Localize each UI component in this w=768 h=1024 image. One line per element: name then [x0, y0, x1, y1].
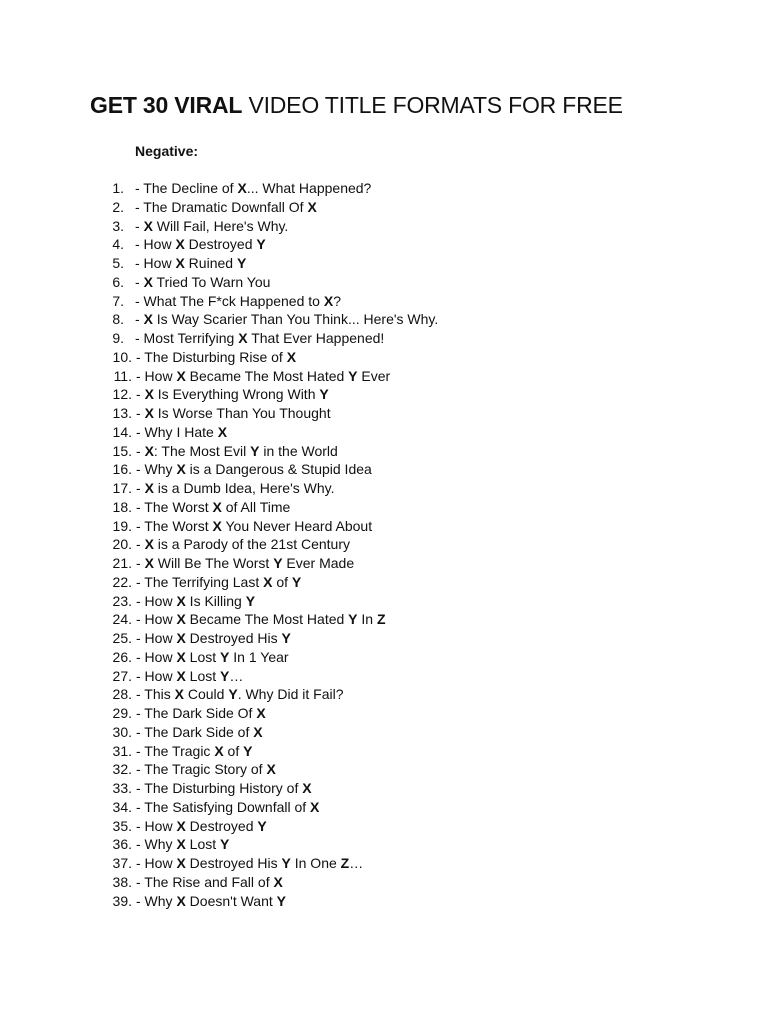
text-fragment: - This: [136, 686, 175, 703]
placeholder-variable: X: [286, 348, 297, 365]
text-fragment: -: [136, 555, 145, 571]
list-item-text: [136, 554, 354, 573]
placeholder-variable: Z: [340, 855, 350, 871]
text-fragment: Became The Most Hated: [185, 367, 349, 384]
text-fragment: - The Worst: [136, 517, 213, 534]
text-fragment: Destroyed His: [185, 630, 282, 646]
text-fragment: - The Worst: [136, 498, 213, 515]
text-fragment: - Why: [136, 892, 177, 909]
placeholder-variable: X: [266, 761, 276, 778]
text-fragment: Is Everything Wrong With: [153, 386, 320, 403]
list-item-text: [136, 892, 286, 911]
text-fragment: - How: [136, 648, 177, 665]
list-item-number: 7.: [112, 292, 124, 309]
list-item-number: 15.: [112, 442, 132, 459]
placeholder-variable: Y: [273, 555, 283, 571]
text-fragment: You Never Heard About: [221, 517, 373, 534]
placeholder-variable: X: [273, 873, 283, 890]
list-item-text: [136, 348, 296, 367]
list-item-text: [135, 273, 270, 292]
text-fragment: - The Tragic: [136, 742, 215, 759]
text-fragment: Destroyed His: [185, 855, 282, 871]
text-fragment: - How: [136, 855, 177, 871]
list-item-number: 18.: [112, 498, 132, 515]
placeholder-variable: Y: [236, 255, 247, 271]
list-item-number: 13.: [112, 405, 132, 421]
placeholder-variable: Y: [245, 592, 256, 609]
list-item-text: [136, 404, 331, 423]
placeholder-variable: X: [212, 498, 222, 515]
list-item-text: [136, 385, 329, 404]
placeholder-variable: X: [176, 611, 186, 628]
placeholder-variable: X: [307, 198, 317, 215]
placeholder-variable: Y: [348, 367, 358, 384]
placeholder-variable: X: [302, 780, 312, 796]
text-fragment: In One: [290, 855, 341, 871]
list-item-number: 12.: [112, 386, 132, 403]
text-fragment: Tried To Warn You: [152, 273, 271, 290]
text-fragment: - How: [135, 236, 176, 253]
list-item-text: [135, 179, 371, 198]
list-item-text: [136, 835, 229, 854]
text-fragment: Ruined: [184, 255, 237, 271]
list-item-number: 34.: [112, 798, 132, 815]
text-fragment: - Why I Hate: [136, 423, 218, 440]
text-fragment: - The Satisfying Downfall of: [136, 798, 311, 815]
list-item-text: [136, 685, 344, 704]
text-fragment: -: [135, 273, 144, 290]
text-fragment: -: [136, 386, 145, 403]
text-fragment: - The Rise and Fall of: [136, 873, 274, 890]
placeholder-variable: X: [176, 667, 186, 684]
placeholder-variable: Y: [256, 236, 266, 253]
placeholder-variable: X: [176, 817, 186, 834]
placeholder-variable: Y: [220, 667, 230, 684]
placeholder-variable: X: [144, 442, 154, 459]
text-fragment: - How: [136, 630, 177, 646]
placeholder-variable: X: [323, 292, 334, 309]
list-item-text: [136, 423, 227, 442]
text-fragment: Will Fail, Here's Why.: [152, 217, 289, 234]
list-item-number: 10.: [112, 348, 132, 365]
text-fragment: - The Dark Side of: [136, 723, 254, 740]
list-item-number: 24.: [112, 611, 132, 628]
placeholder-variable: Y: [348, 611, 358, 628]
placeholder-variable: X: [175, 255, 185, 271]
list-item-text: [136, 648, 289, 667]
text-fragment: Could: [183, 686, 229, 703]
list-item-number: 35.: [112, 817, 132, 834]
text-fragment: Lost: [185, 667, 221, 684]
text-fragment: - How: [136, 817, 177, 834]
list-item-number: 5.: [112, 255, 124, 271]
text-fragment: - The Terrifying Last: [136, 573, 264, 590]
placeholder-variable: X: [174, 686, 184, 703]
list-item-text: [136, 854, 363, 873]
list-item-number: 33.: [112, 780, 132, 796]
list-item-number: 37.: [112, 855, 132, 871]
text-fragment: - Why: [136, 836, 177, 853]
list-item-text: [136, 367, 390, 386]
list-item-text: [136, 742, 252, 761]
placeholder-variable: X: [238, 330, 248, 346]
list-item-text: [136, 779, 312, 798]
list-item-number: 26.: [112, 648, 132, 665]
text-fragment: …: [349, 855, 364, 871]
list-item-number: 16.: [112, 461, 132, 478]
text-fragment: Became The Most Hated: [185, 611, 349, 628]
list-item-text: [135, 310, 438, 329]
list-item-number: 21.: [112, 555, 132, 571]
text-fragment: …: [229, 667, 244, 684]
list-item-text: [135, 254, 246, 273]
title-bold-part: GET 30 VIRAL: [90, 92, 243, 118]
list-item-text: [136, 610, 386, 629]
placeholder-variable: X: [175, 236, 185, 253]
text-fragment: - The Tragic Story of: [136, 761, 267, 778]
list-item-number: 11.: [113, 367, 132, 384]
list-item-number: 8.: [112, 311, 124, 328]
placeholder-variable: Y: [257, 817, 267, 834]
list-item-number: 3.: [112, 217, 124, 234]
text-fragment: In 1 Year: [229, 648, 289, 665]
title-rest-part: VIDEO TITLE FORMATS FOR FREE: [242, 92, 623, 118]
text-fragment: Lost: [185, 836, 221, 853]
placeholder-variable: X: [144, 536, 154, 553]
list-item-text: [136, 573, 301, 592]
list-item-number: 2.: [112, 198, 124, 215]
placeholder-variable: X: [176, 461, 186, 478]
placeholder-variable: X: [237, 180, 247, 196]
list-item-number: 6.: [112, 273, 124, 290]
list-item-text: [136, 517, 372, 536]
list-item-number: 27.: [112, 667, 132, 684]
text-fragment: - The Dark Side Of: [136, 705, 257, 721]
text-fragment: Is Way Scarier Than You Think... Here's Why.: [152, 311, 439, 328]
list-item-text: [136, 592, 255, 611]
text-fragment: - How: [136, 592, 177, 609]
placeholder-variable: X: [176, 592, 186, 609]
list-item-number: 25.: [112, 630, 132, 646]
list-item-number: 19.: [112, 517, 132, 534]
text-fragment: Destroyed: [184, 236, 257, 253]
text-fragment: - How: [136, 611, 177, 628]
text-fragment: ?: [333, 292, 341, 309]
list-item-text: [136, 798, 319, 817]
text-fragment: Lost: [185, 648, 221, 665]
list-item-text: [136, 460, 372, 479]
list-item-text: [136, 667, 243, 686]
list-item-text: [136, 442, 338, 461]
text-fragment: - The Disturbing History of: [136, 780, 303, 796]
list-item-number: 38.: [112, 873, 132, 890]
text-fragment: -: [136, 442, 145, 459]
list-item-number: 9.: [112, 330, 124, 346]
list-item-text: [135, 235, 266, 254]
placeholder-variable: Y: [281, 855, 291, 871]
list-item-number: 14.: [112, 423, 132, 440]
list-item-text: [136, 873, 283, 892]
placeholder-variable: X: [176, 836, 186, 853]
placeholder-variable: X: [176, 648, 186, 665]
text-fragment: -: [136, 536, 145, 553]
section-label-negative: Negative:: [135, 143, 199, 159]
text-fragment: is a Dumb Idea, Here's Why.: [153, 480, 335, 496]
placeholder-variable: Y: [291, 573, 302, 590]
text-fragment: -: [136, 480, 145, 496]
placeholder-variable: X: [143, 217, 153, 234]
placeholder-variable: X: [214, 742, 224, 759]
text-fragment: - Most Terrifying: [135, 330, 239, 346]
text-fragment: -: [135, 311, 144, 328]
list-item-text: [136, 479, 335, 498]
list-item-text: [136, 629, 291, 648]
list-item-text: [136, 723, 263, 742]
text-fragment: - The Disturbing Rise of: [136, 348, 287, 365]
list-item-number: 4.: [112, 236, 124, 253]
placeholder-variable: X: [144, 405, 154, 421]
text-fragment: is a Dangerous & Stupid Idea: [185, 461, 372, 478]
text-fragment: - The Decline of: [135, 180, 238, 196]
text-fragment: -: [136, 405, 145, 421]
text-fragment: . Why Did it Fail?: [237, 686, 344, 703]
text-fragment: in the World: [259, 442, 338, 459]
placeholder-variable: Y: [220, 648, 230, 665]
text-fragment: In: [357, 611, 377, 628]
list-item-text: [135, 217, 288, 236]
placeholder-variable: Y: [276, 892, 286, 909]
list-item-text: [135, 329, 384, 348]
placeholder-variable: X: [176, 855, 186, 871]
text-fragment: of: [223, 742, 244, 759]
placeholder-variable: Y: [243, 742, 253, 759]
list-item-number: 30.: [112, 723, 132, 740]
list-item-text: [136, 704, 266, 723]
text-fragment: Ever: [357, 367, 391, 384]
list-item-number: 36.: [112, 836, 132, 853]
list-item-number: 28.: [112, 686, 132, 703]
list-item-number: 22.: [112, 573, 132, 590]
text-fragment: Will Be The Worst: [153, 555, 274, 571]
text-fragment: - Why: [136, 461, 177, 478]
list-item-number: 20.: [112, 536, 132, 553]
placeholder-variable: Y: [319, 386, 329, 403]
text-fragment: - The Dramatic Downfall Of: [135, 198, 308, 215]
list-item-text: [136, 817, 267, 836]
placeholder-variable: X: [144, 555, 154, 571]
placeholder-variable: Y: [281, 630, 291, 646]
list-item-number: 29.: [112, 705, 132, 721]
placeholder-variable: X: [143, 273, 153, 290]
list-item-number: 17.: [112, 480, 132, 496]
text-fragment: - How: [136, 667, 177, 684]
placeholder-variable: X: [176, 630, 186, 646]
text-fragment: - How: [135, 255, 176, 271]
placeholder-variable: X: [253, 723, 263, 740]
text-fragment: That Ever Happened!: [247, 330, 385, 346]
placeholder-variable: X: [144, 386, 154, 403]
placeholder-variable: X: [143, 311, 153, 328]
placeholder-variable: X: [212, 517, 222, 534]
page-title: [90, 92, 623, 119]
text-fragment: - What The F*ck Happened to: [135, 292, 324, 309]
list-item-text: [135, 292, 341, 311]
placeholder-variable: Y: [250, 442, 260, 459]
placeholder-variable: X: [256, 705, 266, 721]
text-fragment: ... What Happened?: [246, 180, 372, 196]
text-fragment: -: [135, 217, 144, 234]
placeholder-variable: X: [144, 480, 154, 496]
placeholder-variable: X: [263, 573, 273, 590]
text-fragment: Is Killing: [185, 592, 246, 609]
list-item-number: 39.: [112, 892, 132, 909]
text-fragment: of: [272, 573, 292, 590]
placeholder-variable: X: [310, 798, 320, 815]
placeholder-variable: Y: [228, 686, 238, 703]
text-fragment: : The Most Evil: [153, 442, 251, 459]
list-item-number: 23.: [112, 592, 132, 609]
placeholder-variable: X: [217, 423, 228, 440]
list-item-number: 31.: [112, 742, 132, 759]
placeholder-variable: Z: [376, 611, 386, 628]
text-fragment: Destroyed: [185, 817, 258, 834]
text-fragment: is a Parody of the 21st Century: [153, 536, 351, 553]
text-fragment: Doesn't Want: [185, 892, 277, 909]
text-fragment: Is Worse Than You Thought: [153, 405, 331, 421]
list-item-text: [136, 498, 290, 517]
list-item-text: [136, 760, 276, 779]
placeholder-variable: X: [176, 892, 186, 909]
text-fragment: - How: [136, 367, 177, 384]
list-item-number: 1.: [112, 180, 124, 196]
list-item-text: [136, 535, 350, 554]
list-item-number: 32.: [112, 761, 132, 778]
text-fragment: Ever Made: [282, 555, 355, 571]
placeholder-variable: X: [176, 367, 186, 384]
placeholder-variable: Y: [220, 836, 230, 853]
list-item-text: [135, 198, 317, 217]
text-fragment: of All Time: [221, 498, 291, 515]
